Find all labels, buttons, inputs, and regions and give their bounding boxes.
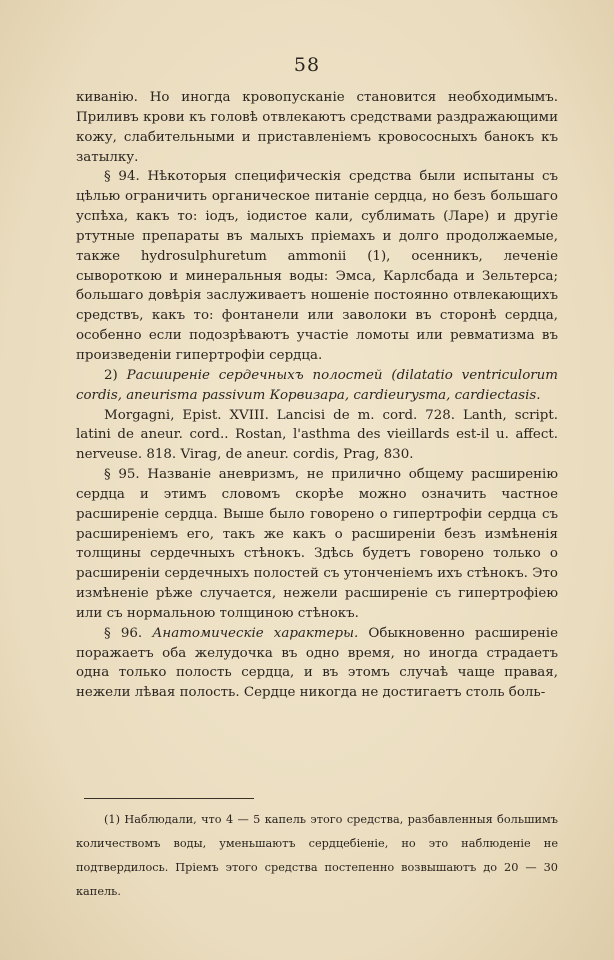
paragraph-96-number: § 96.	[104, 625, 143, 641]
references-paragraph: Morgagni, Epist. XVIII. Lancisi de m. cord. 728. Lanth, script. latini de aneur. cord.. Rostan, l'asthma des vieillards est-il u. affect. nerveuse. 818. Virag, de aneur. cordis, Prag, 830.	[76, 407, 558, 463]
main-text	[76, 88, 558, 703]
paragraph-continuation: киванію. Но иногда кровопусканіе становится необходимымъ. Приливъ крови къ головѣ отвлекаютъ средствами раздражающими кожу, слабительными и приставленіемъ кровососныхъ банокъ къ затылку.	[76, 90, 558, 165]
section-number: 2)	[104, 367, 118, 383]
paragraph-96-title: Анатомическіе характеры.	[152, 625, 359, 641]
paragraph-95: § 95. Названіе аневризмъ, не прилично общему расширенію сердца и этимъ словомъ скорѣе можно означить частное расширеніе сердца. Выше было говорено о гипертрофіи сердца съ расширеніемъ его, такъ же какъ о расширеніи безъ измѣненія толщины сердечныхъ стѣнокъ. Здѣсь будетъ говорено только о расширеніи сердечныхъ полостей съ утонченіемъ ихъ стѣнокъ. Это измѣненіе рѣже случается, нежели расширеніе съ гипертрофіею или съ нормальною толщиною стѣнокъ.	[76, 467, 558, 621]
footnote-divider	[84, 798, 254, 799]
footnote: (1) Наблюдали, что 4 — 5 капель этого средства, разбавленныя большимъ количествомъ воды, уменьшаютъ сердцебіеніе, но это наблюденіе не подтвердилось. Пріемъ этого средства постепенно возвышаютъ до 20 — 30 капель.	[76, 813, 558, 898]
page-number: 58	[293, 54, 321, 76]
section-heading-dilatation	[76, 366, 558, 406]
paragraph-94: § 94. Нѣкоторыя специфическія средства были испытаны съ цѣлью ограничить органическое питаніе сердца, но безъ большаго успѣха, какъ то: іодъ, іодистое кали, сублимать (Ларе) и другіе ртутные препараты въ малыхъ пріемахъ и долго продолжаемые, также hydrosulphuretum ammonii (1), осенникъ, леченіе сывороткою и минеральныя воды: Эмса, Карлсбада и Зельтерса; большаго довѣрія заслуживаетъ ношеніе постоянно отвлекающихъ средствъ, какъ то: фонтанели или заволоки въ сторонѣ сердца, особенно если подозрѣваютъ участіе ломоты или ревматизма въ произведеніи гипертрофіи сердца.	[76, 169, 558, 363]
paragraph-96	[76, 624, 558, 703]
paragraph-96-text: Обыкновенно расширеніе поражаетъ оба желудочка въ одно время, но иногда страдаетъ одна только полость сердца, и въ этомъ случаѣ чаще правая, нежели лѣвая полость. Сердце никогда не достигаетъ столь боль-	[76, 625, 559, 701]
section-title: Расширеніе сердечныхъ полостей (dilatatio ventriculorum cordis, aneurisma passivum Корвизара, cardieurysma, cardiectasis.	[76, 367, 558, 403]
